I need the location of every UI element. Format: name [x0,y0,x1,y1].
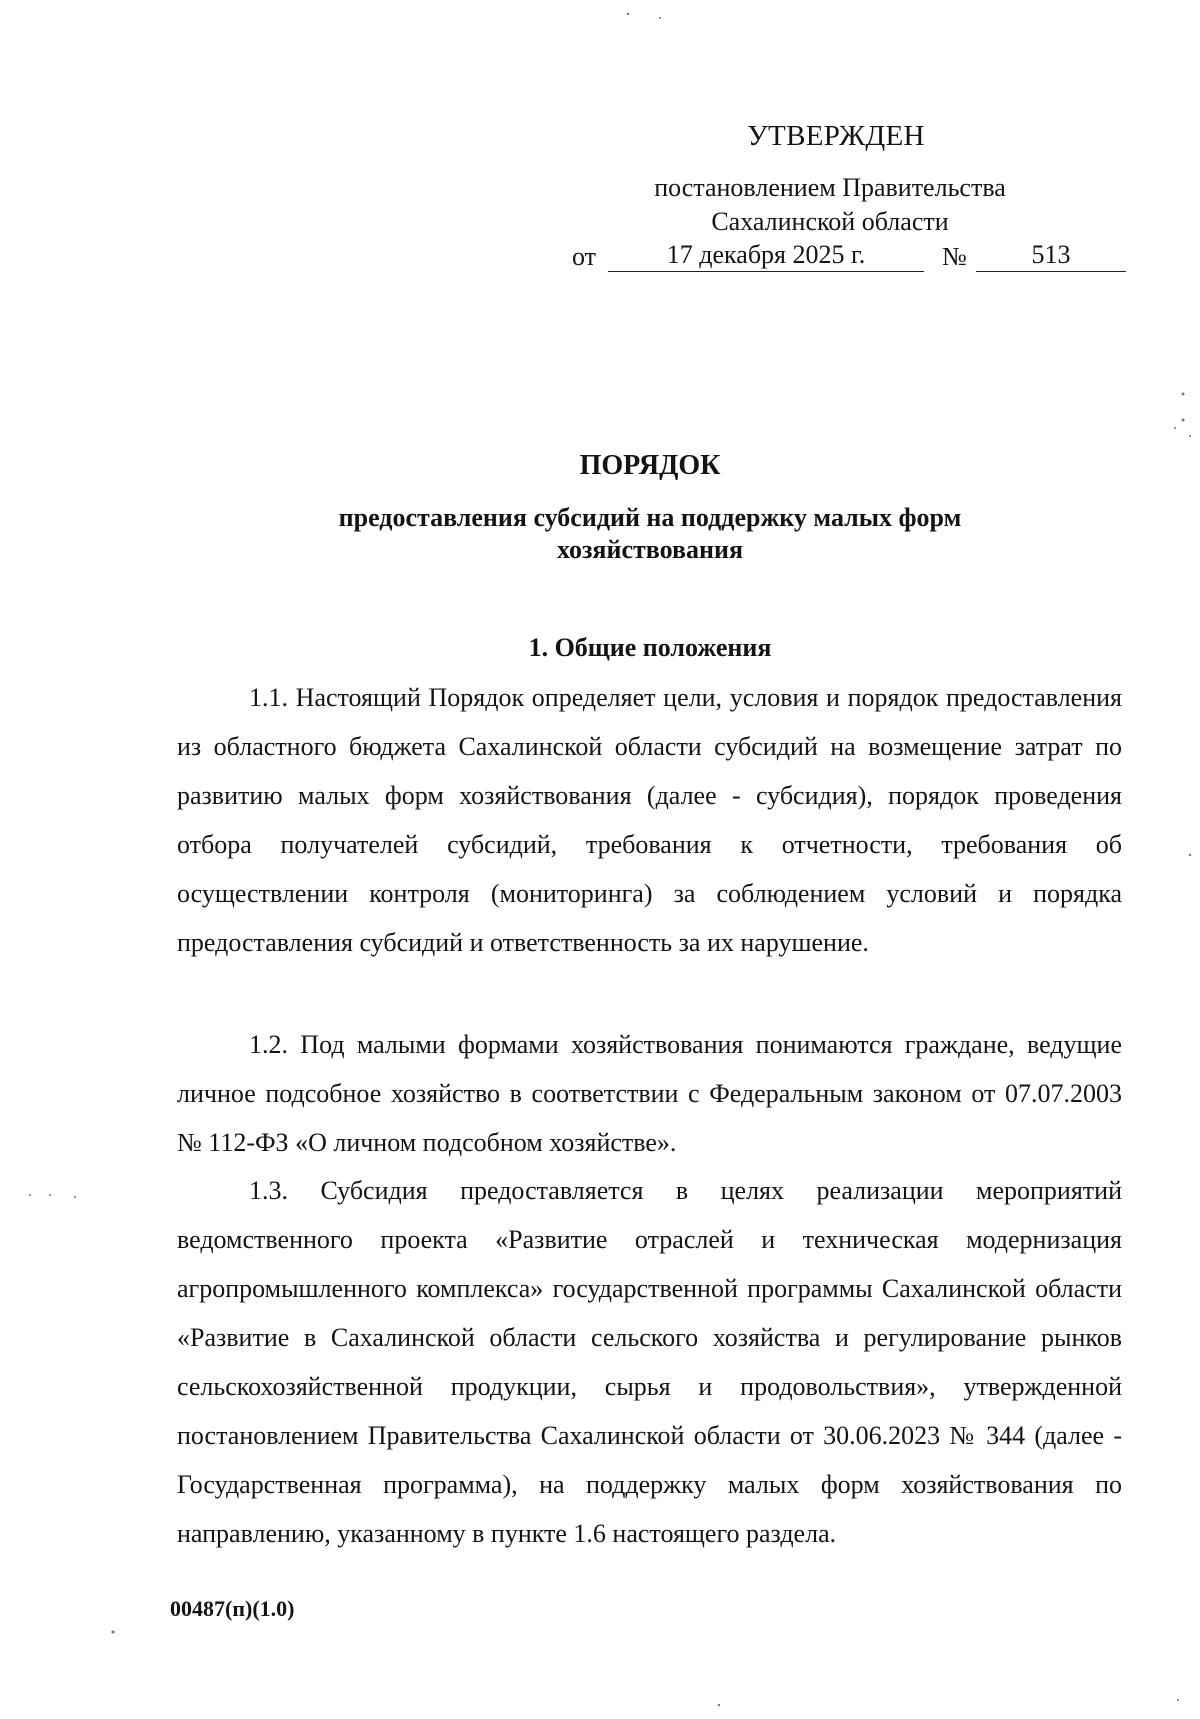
paragraph-1-2: 1.2. Под малыми формами хозяйствования понимаются граждане, ведущие личное подсобное хозяйство в соответствии с Федеральным законом от 07.07.2003 № 112-ФЗ «О личном подсобном хозяйстве». [177,1030,1122,1157]
approved-label: УТВЕРЖДЕН [747,120,925,152]
document-title: ПОРЯДОК [579,450,721,481]
document-subtitle: предоставления субсидий на поддержку малых форм хозяйствования [338,503,962,564]
approval-by-line: постановлением Правительства [654,173,1006,202]
number-label: № [942,242,967,271]
paragraph-1-1: 1.1. Настоящий Порядок определяет цели, условия и порядок предоставления из областного бюджета Сахалинской области субсидий на возмещение затрат по развитию малых форм хозяйствования (далее - субсидия), порядок проведения отбора получателей субсидий, требования к отчетности, требования об осуществлении контроля (мониторинга) за соблюдением условий и порядка предоставления субсидий и ответственность за их нарушение. [177,683,1122,957]
section-heading: 1. Общие положения [528,633,772,662]
approval-number: 513 [976,238,1126,272]
paragraph-1-3: 1.3. Субсидия предоставляется в целях реализации мероприятий ведомственного проекта «Развитие отраслей и техническая модернизация агропромышленного комплекса» государственной программы Сахалинской области «Развитие в Сахалинской области сельского хозяйства и регулирование рынков сельскохозяйственной продукции, сырья и продовольствия», утвержденной постановлением Правительства Сахалинской области от 30.06.2023 № 344 (далее - Государственная программа), на поддержку малых форм хозяйствования по направлению, указанному в пункте 1.6 настоящего раздела. [177,1176,1122,1548]
document-code: 00487(п)(1.0) [170,1596,295,1621]
approval-region: Сахалинской области [711,207,949,236]
from-label: от [572,242,597,271]
approval-date: 17 декабря 2025 г. [608,238,924,272]
